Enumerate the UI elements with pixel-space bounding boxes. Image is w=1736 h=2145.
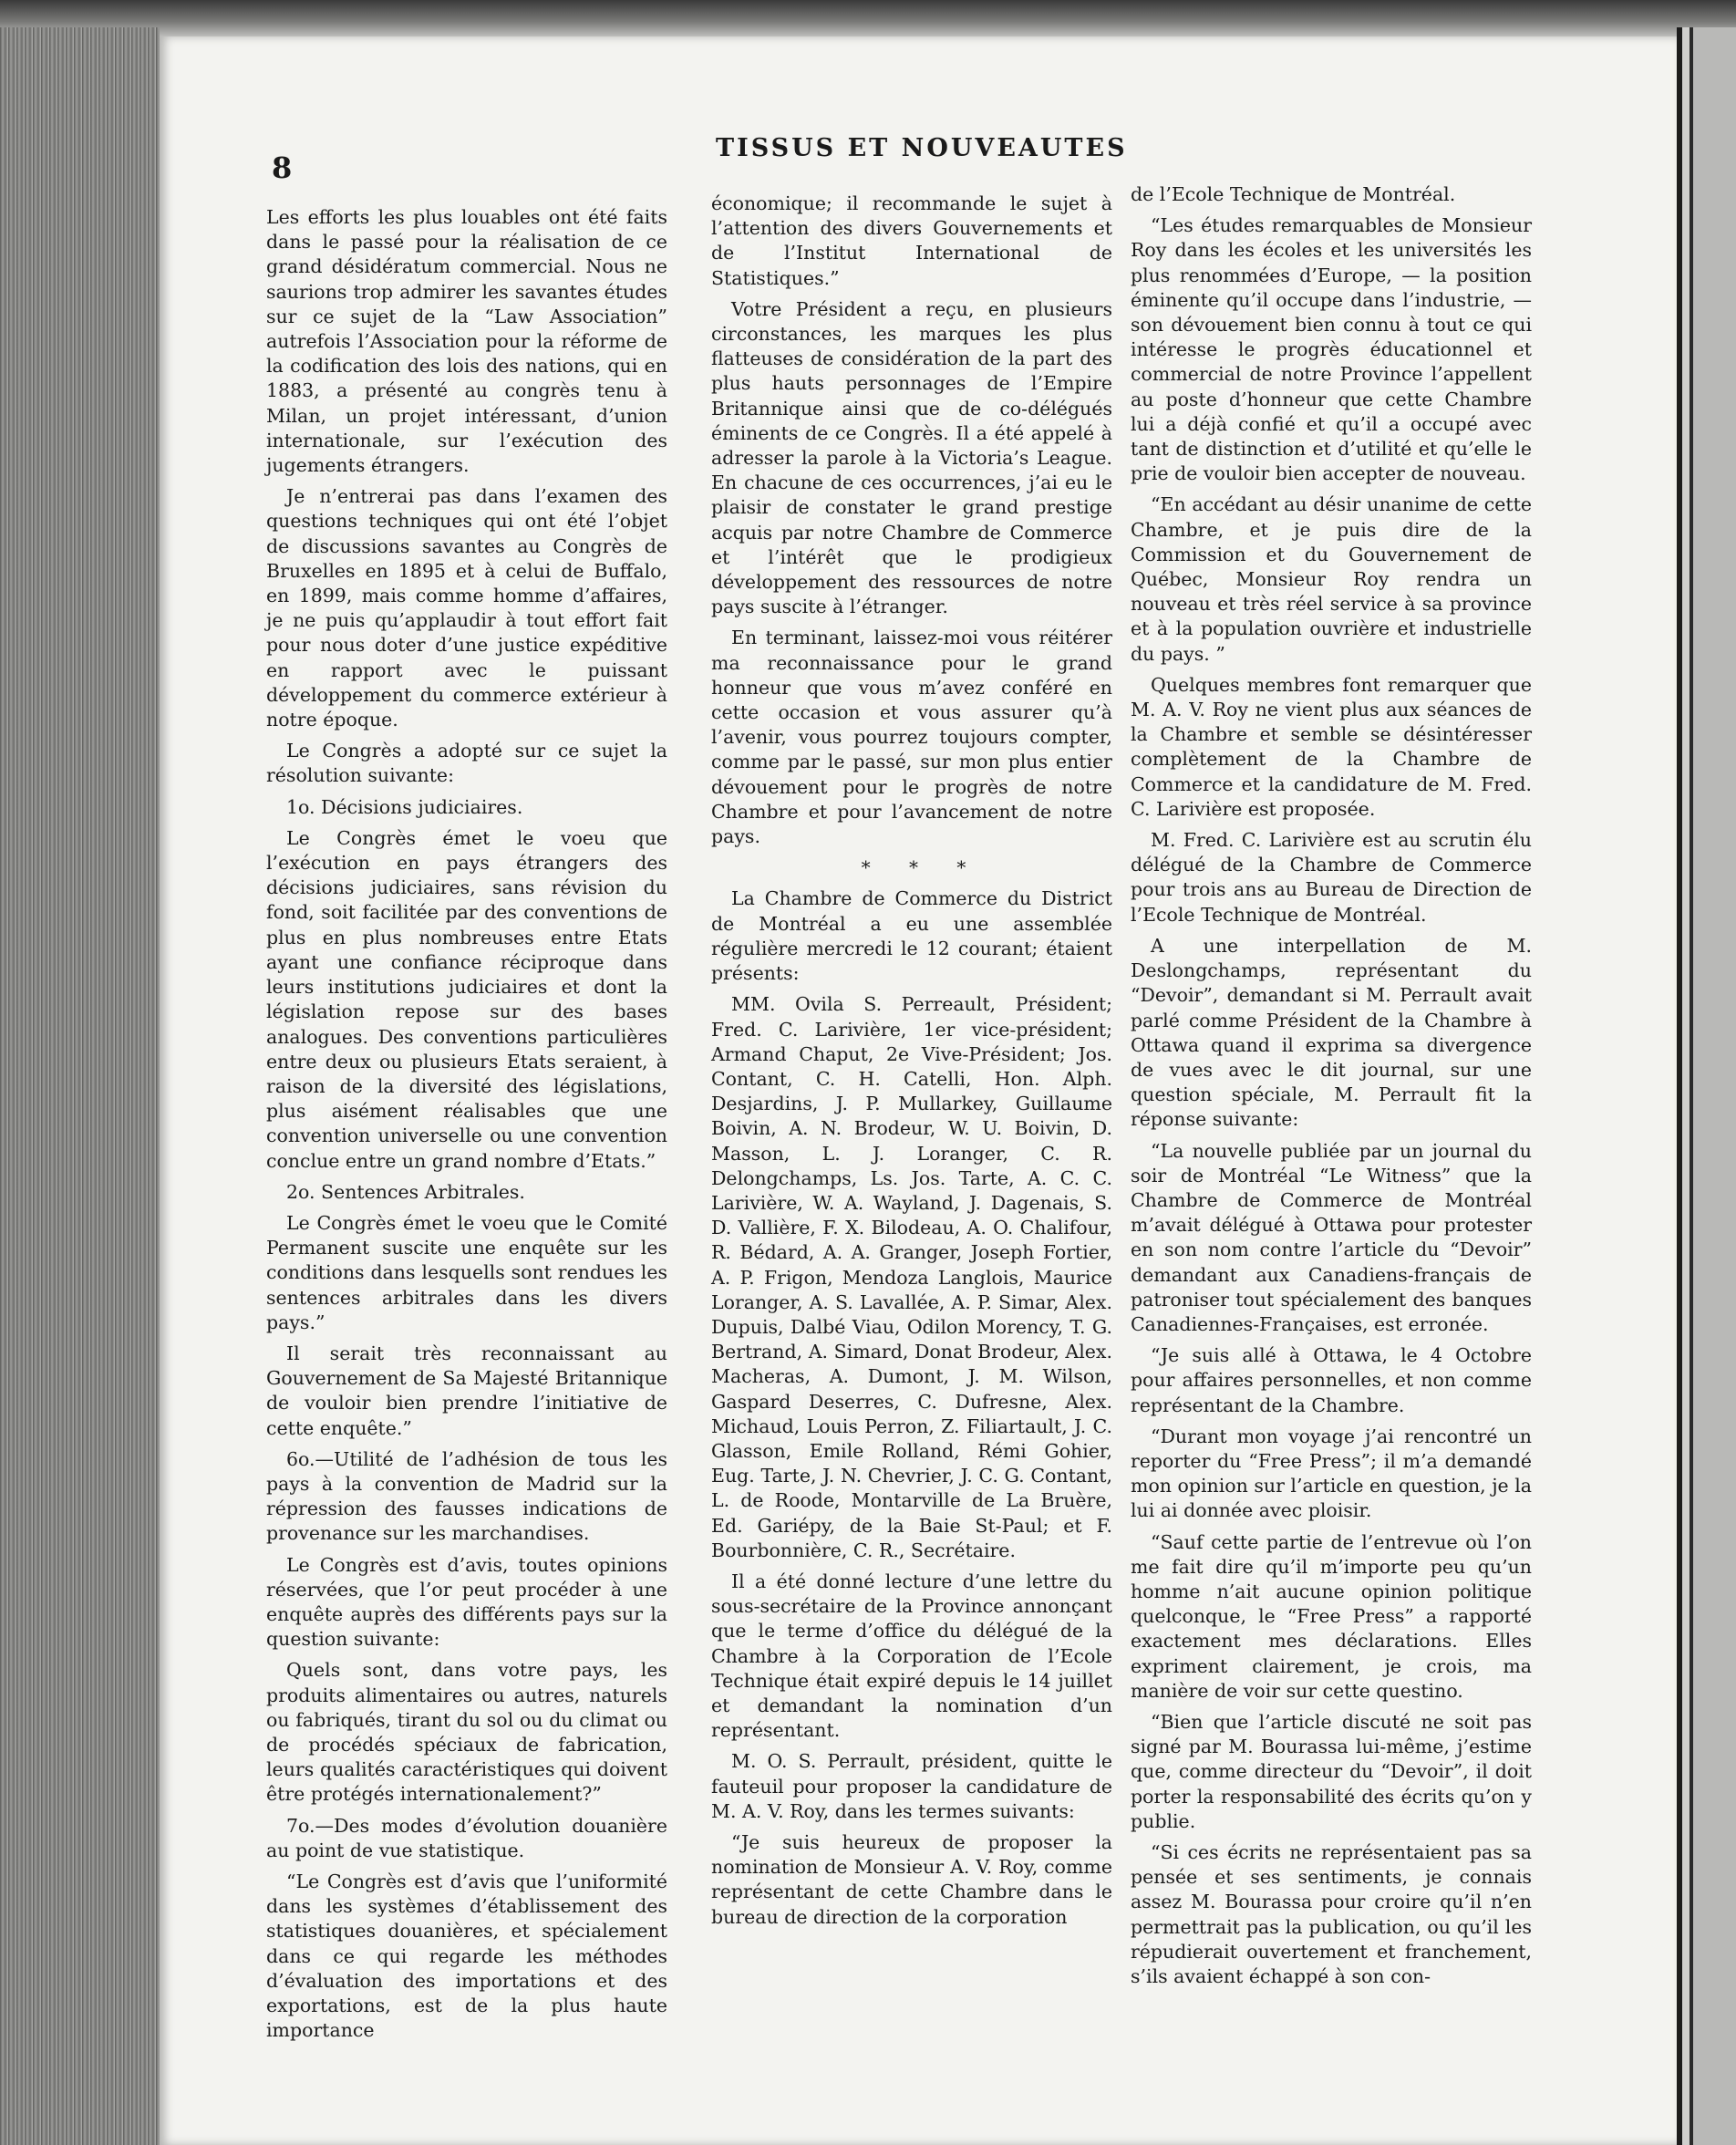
- paragraph: “Sauf cette partie de l’entrevue où l’on me fait dire qu’il m’importe peu qu’un homme n’ait aucune opinion politique quelconque, le “Free Press” a rapporté exactement mes déclarations. Elles expriment clairement, je crois, ma manière de voir sur cette questino.: [1131, 1530, 1532, 1702]
- section-separator: * * *: [861, 856, 983, 879]
- paragraph: Quelques membres font remarquer que M. A. V. Roy ne vient plus aux séances de la Chambre et semble se désintéresser complètement de la Chambre de Commerce et la candidature de M. Fred. C. Larivière est proposée.: [1131, 673, 1532, 820]
- page-header-title: TISSUS ET NOUVEAUTES: [716, 134, 1128, 162]
- scan-top-edge: [0, 0, 1736, 36]
- text-column-1: [266, 205, 667, 2049]
- paragraph: 1o. Décisions judiciaires.: [286, 795, 523, 818]
- paragraph: Le Congrès émet le voeu que l’exécution en pays étrangers des décisions judiciaires, sans révision du fond, soit facilitée par des conventions de plus en plus nombreuses entre Etats ayant une confiance réciproque dans leurs institutions judiciaires et dont la législation repose sur des bases analogues. Des conventions particulières entre deux ou plusieurs Etats seraient, à raison de la diversité des législations, plus aisément réalisables que une convention universelle ou une convention conclue entre un grand nombre d’Etats.”: [266, 826, 667, 1172]
- paragraph: M. O. S. Perrault, président, quitte le fauteuil pour proposer la candidature de M. A. V. Roy, dans les termes suivants:: [711, 1750, 1112, 1822]
- paragraph: “Les études remarquables de Monsieur Roy dans les écoles et les universités les plus renommées d’Europe, — la position éminente qu’il occupe dans l’industrie, — son dévouement bien connu à tout ce qui intéresse le progrès éducationnel et commercial de notre Province l’appellent au poste d’honneur que cette Chambre lui a déjà confié et qu’il a occupé avec tant de distinction et d’utilité et qu’elle le prie de vouloir bien accepter de nouveau.: [1131, 214, 1532, 485]
- paragraph: En terminant, laissez-moi vous réitérer ma reconnaissance pour le grand honneur que vous m’avez conféré en cette occasion et vous assurer qu’à l’avenir, vous pourrez toujours compter, comme par le passé, sur mon plus entier dévouement pour le progrès de notre Chambre et pour l’avancement de notre pays.: [711, 627, 1112, 848]
- paragraph: “Durant mon voyage j’ai rencontré un reporter du “Free Press”; il m’a demandé mon opinion sur l’article en question, je la lui ai donnée avec ploisir.: [1131, 1425, 1532, 1522]
- paragraph: 7o.—Des modes d’évolution douanière au point de vue statistique.: [266, 1814, 667, 1861]
- paragraph: Il a été donné lecture d’une lettre du sous-secrétaire de la Province annonçant que le terme d’office du délégué de la Chambre à la Corporation de l’Ecole Technique était expiré depuis le 14 juillet et demandant la nomination d’un représentant.: [711, 1570, 1112, 1742]
- paragraph: Votre Président a reçu, en plusieurs circonstances, les marques les plus flatteuses de considération de la part des plus hauts personnages de l’Empire Britannique ainsi que de co-délégués éminents de ce Congrès. Il a été appelé à adresser la parole à la Victoria’s League. En chacune de ces occurrences, j’ai eu le plaisir de constater le grand prestige acquis par notre Chambre de Commerce et l’intérêt que le prodigieux développement des ressources de notre pays suscite à l’étranger.: [711, 297, 1112, 618]
- paragraph: “Le Congrès est d’avis que l’uniformité dans les systèmes d’établissement des statistiques douanières, et spécialement dans ce qui regarde les méthodes d’évaluation des importations et des exportations, est de la plus haute importance: [266, 1870, 667, 2042]
- text-column-2: [711, 192, 1112, 1936]
- paragraph: Je n’entrerai pas dans l’examen des questions techniques qui ont été l’objet de discussions savantes au Congrès de Bruxelles en 1895 et à celui de Buffalo, en 1899, mais comme homme d’affaires, je ne puis qu’applaudir à tout effort fait pour nous doter d’une justice expéditive en rapport avec le puissant développement du commerce extérieur à notre époque.: [266, 485, 667, 731]
- paragraph: Le Congrès émet le voeu que le Comité Permanent suscite une enquête sur les conditions dans lesquells sont rendues les sentences arbitrales dans les divers pays.”: [266, 1211, 667, 1333]
- paragraph: économique; il recommande le sujet à l’attention des divers Gouvernements et de l’Institut International de Statistiques.”: [711, 192, 1112, 289]
- paragraph: 6o.—Utilité de l’adhésion de tous les pays à la convention de Madrid sur la répression des fausses indications de provenance sur les marchandises.: [266, 1447, 667, 1545]
- text-column-3: [1131, 182, 1532, 1995]
- paragraph: 2o. Sentences Arbitrales.: [286, 1180, 525, 1203]
- paragraph: “Je suis heureux de proposer la nomination de Monsieur A. V. Roy, comme représentant de cette Chambre dans le bureau de direction de la corporation: [711, 1831, 1112, 1928]
- book-page-edges: [0, 27, 160, 2145]
- paragraph: Le Congrès est d’avis, toutes opinions réservées, que l’or peut procéder à une enquête auprès des différents pays sur la question suivante:: [266, 1553, 667, 1651]
- paragraph: Il serait très reconnaissant au Gouvernement de Sa Majesté Britannique de vouloir bien prendre l’initiative de cette enquête.”: [266, 1342, 667, 1439]
- page-number: 8: [272, 150, 293, 185]
- paragraph: “Je suis allé à Ottawa, le 4 Octobre pour affaires personnelles, et non comme représentant de la Chambre.: [1131, 1344, 1532, 1416]
- paragraph: “Si ces écrits ne représentaient pas sa pensée et ses sentiments, je connais assez M. Bourassa pour croire qu’il n’en permettrait pas la publication, ou qu’il les répudierait ouvertement et franchement, s’ils avaient échappé à son con-: [1131, 1841, 1532, 1988]
- paragraph: de l’Ecole Technique de Montréal.: [1131, 183, 1456, 205]
- paragraph: A une interpellation de M. Deslongchamps, représentant du “Devoir”, demandant si M. Perrault avait parlé comme Président de la Chambre à Ottawa quand il exprima sa divergence de vues avec le dit journal, sur une question spéciale, M. Perrault fit la réponse suivante:: [1131, 934, 1532, 1131]
- paragraph: M. Fred. C. Larivière est au scrutin élu délégué de la Chambre de Commerce pour trois ans au Bureau de Direction de l’Ecole Technique de Montréal.: [1131, 829, 1532, 926]
- paragraph: Le Congrès a adopté sur ce sujet la résolution suivante:: [266, 740, 667, 787]
- paragraph: MM. Ovila S. Perreault, Président; Fred. C. Larivière, 1er vice-président; Armand Chaput, 2e Vive-Président; Jos. Contant, C. H. Catelli, Hon. Alph. Desjardins, J. P. Mullarkey, Guillaume Boivin, A. N. Brodeur, W. U. Boivin, D. Masson, L. J. Loranger, C. R. Delongchamps, Ls. Jos. Tarte, A. C. C. Larivière, W. A. Wayland, J. Dagenais, S. D. Vallière, F. X. Bilodeau, A. O. Chalifour, R. Bédard, A. A. Granger, Joseph Fortier, A. P. Frigon, Mendoza Langlois, Maurice Loranger, A. S. Lavallée, A. P. Simar, Alex. Dupuis, Dalbé Viau, Odilon Morency, T. G. Bertrand, A. Simard, Donat Brodeur, Alex. Macheras, A. Dumont, J. M. Wilson, Gaspard Deserres, C. Dufresne, Alex. Michaud, Louis Perron, Z. Filiartault, J. C. Glasson, Emile Rolland, Rémi Gohier, Eug. Tarte, J. N. Chevrier, J. C. G. Contant, L. de Roode, Montarville de La Bruère, Ed. Gariépy, de la Baie St-Paul; et F. Bourbonnière, C. R., Secrétaire.: [711, 993, 1112, 1561]
- paragraph: “Bien que l’article discuté ne soit pas signé par M. Bourassa lui-même, j’estime que, comme directeur du “Devoir”, il doit porter la responsabilité des écrits qu’on y publie.: [1131, 1710, 1532, 1832]
- paragraph: La Chambre de Commerce du District de Montréal a eu une assemblée régulière mercredi le 12 courant; étaient présents:: [711, 887, 1112, 985]
- paragraph: Quels sont, dans votre pays, les produits alimentaires ou autres, naturels ou fabriqués, tirant du sol ou du climat ou de procédés spéciaux de fabrication, leurs qualités caractéristiques qui doivent être protégés internationalement?”: [266, 1659, 667, 1806]
- book-binding-edge: [1677, 27, 1736, 2145]
- paragraph: “En accédant au désir unanime de cette Chambre, et je puis dire de la Commission et du Gouvernement de Québec, Monsieur Roy rendra un nouveau et très réel service à sa province et à la population ouvrière et industrielle du pays. ”: [1131, 493, 1532, 665]
- paragraph: Les efforts les plus louables ont été faits dans le passé pour la réalisation de ce grand désidératum commercial. Nous ne saurions trop admirer les savantes études sur ce sujet de la “Law Association” autrefois l’Association pour la réforme de la codification des lois des nations, qui en 1883, a présenté au congrès tenu à Milan, un projet intéressant, d’union internationale, sur l’exécution des jugements étrangers.: [266, 206, 667, 477]
- paragraph: “La nouvelle publiée par un journal du soir de Montréal “Le Witness” que la Chambre de Commerce de Montréal m’avait délégué à Ottawa pour protester en son nom contre l’article du “Devoir” demandant aux Canadiens-français de patroniser tout spécialement des banques Canadiennes-Françaises, est erronée.: [1131, 1139, 1532, 1335]
